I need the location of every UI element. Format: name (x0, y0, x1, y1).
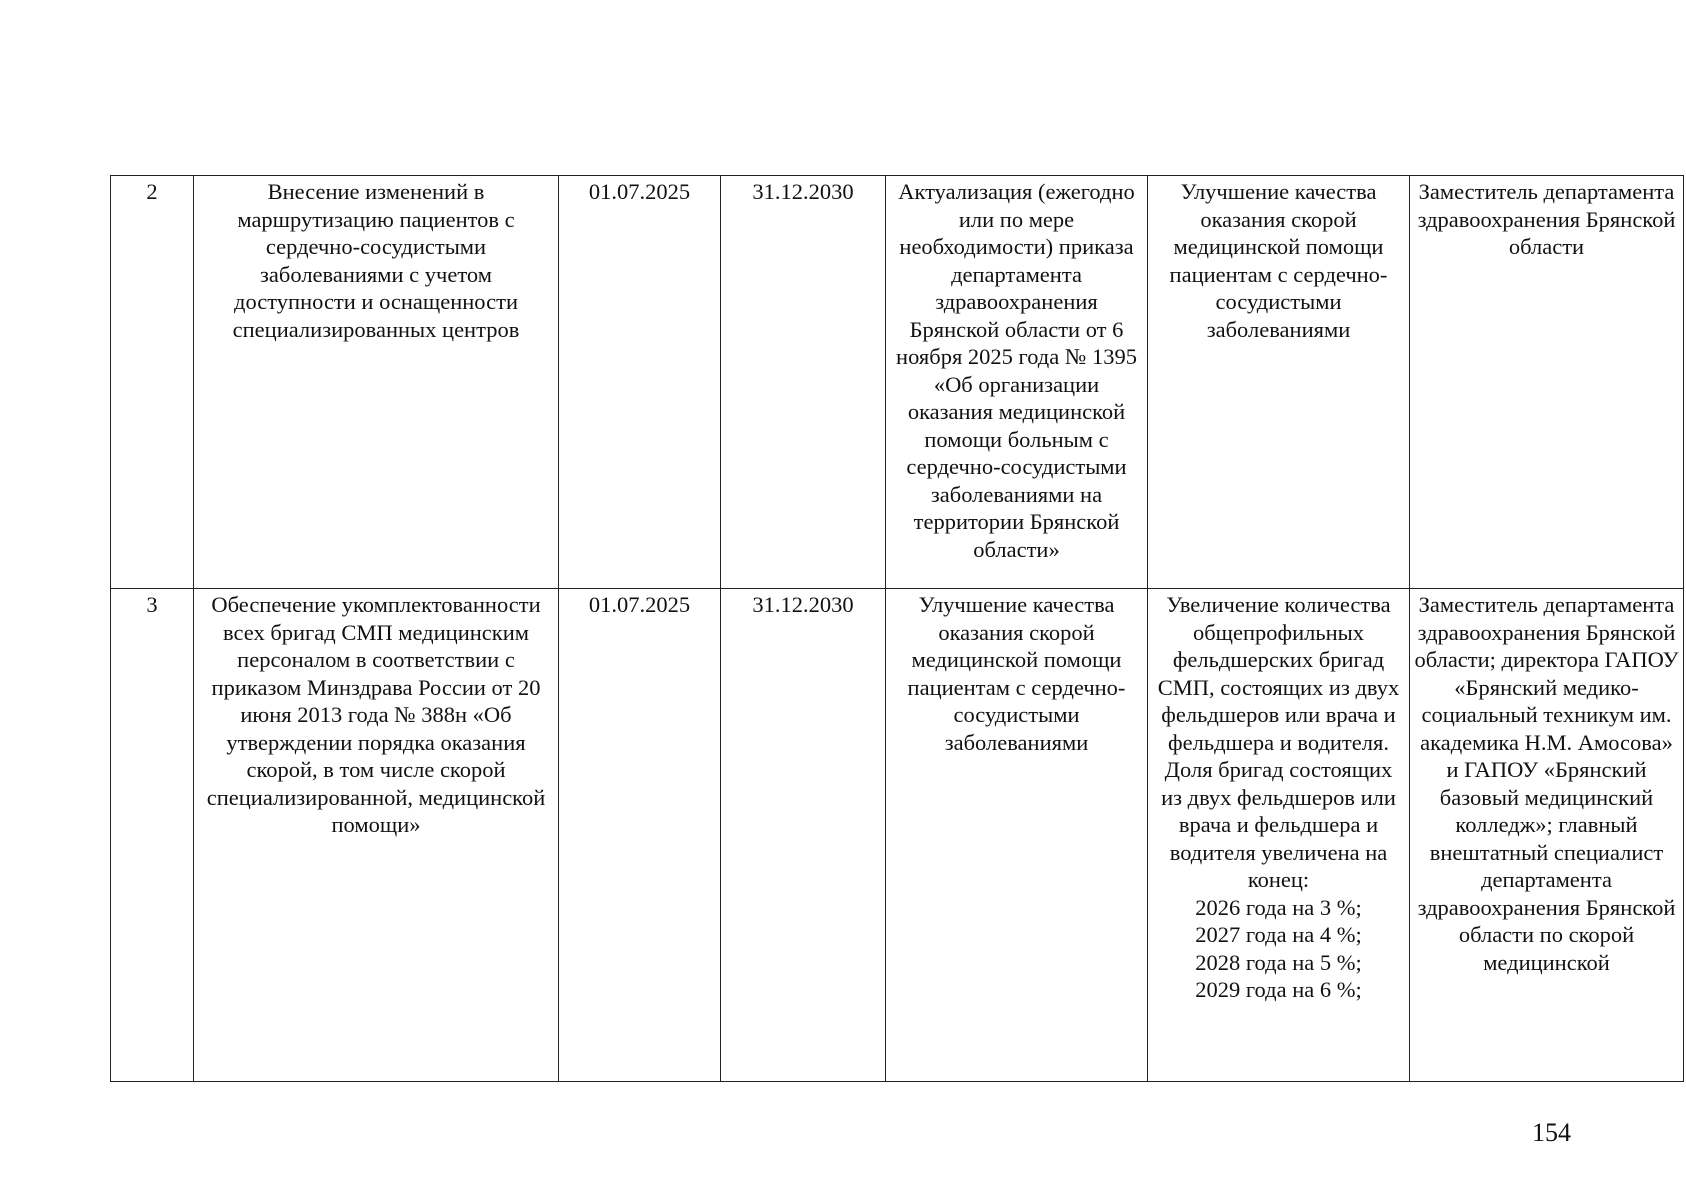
document-cell: Улучшение качества оказания скорой медицинской помощи пациентам с сердечно-сосудистыми заболеваниями (886, 589, 1148, 1082)
end-date-cell: 31.12.2030 (721, 176, 886, 589)
start-date-cell: 01.07.2025 (559, 589, 721, 1082)
result-cell: Увеличение количества общепрофильных фельдшерских бригад СМП, состоящих из двух фельдшеров или врача и фельдшера и водителя. Доля бригад состоящих из двух фельдшеров или врача и фельдшера и водителя увеличена на конец: 2026 года на 3 %; 2027 года на 4 %; 2028 года на 5 %; 2029 года на 6 %; (1148, 589, 1410, 1082)
row-number-cell: 2 (111, 176, 194, 589)
start-date-cell: 01.07.2025 (559, 176, 721, 589)
table-row (111, 589, 1684, 1082)
document-cell: Актуализация (ежегодно или по мере необходимости) приказа департамента здравоохранения Брянской области от 6 ноября 2025 года № 1395 «Об организации оказания медицинской помощи больным с сердечно-сосудистыми заболеваниями на территории Брянской области» (886, 176, 1148, 589)
task-cell: Внесение изменений в маршрутизацию пациентов с сердечно-сосудистыми заболеваниями с учетом доступности и оснащенности специализированных центров (194, 176, 559, 589)
measures-table (110, 175, 1684, 1082)
page-number: 154 (1532, 1118, 1571, 1147)
responsible-cell: Заместитель департамента здравоохранения Брянской области (1410, 176, 1684, 589)
table-row (111, 176, 1684, 589)
task-cell: Обеспечение укомплектованности всех бригад СМП медицинским персоналом в соответствии с приказом Минздрава России от 20 июня 2013 года № 388н «Об утверждении порядка оказания скорой, в том числе скорой специализированной, медицинской помощи» (194, 589, 559, 1082)
result-cell: Улучшение качества оказания скорой медицинской помощи пациентам с сердечно-сосудистыми заболеваниями (1148, 176, 1410, 589)
row-number-cell: 3 (111, 589, 194, 1082)
responsible-cell: Заместитель департамента здравоохранения Брянской области; директора ГАПОУ «Брянский медико-социальный техникум им. академика Н.М. Амосова» и ГАПОУ «Брянский базовый медицинский колледж»; главный внештатный специалист департамента здравоохранения Брянской области по скорой медицинской (1410, 589, 1684, 1082)
end-date-cell: 31.12.2030 (721, 589, 886, 1082)
